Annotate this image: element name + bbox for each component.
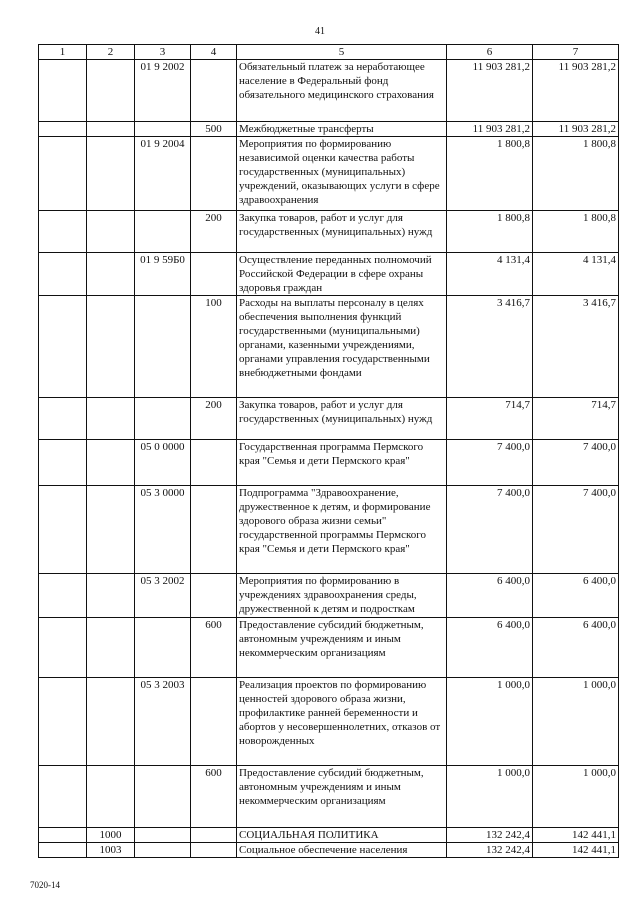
target-article-code: 05 3 2003 xyxy=(135,678,191,766)
table-row xyxy=(39,253,619,296)
table-row xyxy=(39,211,619,253)
item-name: Межбюджетные трансферты xyxy=(237,122,447,137)
section-code xyxy=(39,296,87,398)
expense-type-code: 600 xyxy=(191,766,237,828)
expense-type-code xyxy=(191,574,237,618)
subsection-code xyxy=(87,137,135,211)
item-name: Предоставление субсидий бюджетным, автономным учреждениям и иным некоммерческим организациям xyxy=(237,766,447,828)
target-article-code: 05 3 0000 xyxy=(135,486,191,574)
item-name: Государственная программа Пермского края "Семья и дети Пермского края" xyxy=(237,440,447,486)
amount-year-2: 7 400,0 xyxy=(533,486,619,574)
section-code xyxy=(39,253,87,296)
section-code xyxy=(39,678,87,766)
expense-type-code xyxy=(191,828,237,843)
expense-type-code xyxy=(191,253,237,296)
section-code xyxy=(39,828,87,843)
target-article-code: 05 3 2002 xyxy=(135,574,191,618)
amount-year-2: 11 903 281,2 xyxy=(533,60,619,122)
section-code xyxy=(39,843,87,858)
section-code xyxy=(39,618,87,678)
subsection-code xyxy=(87,398,135,440)
amount-year-2: 4 131,4 xyxy=(533,253,619,296)
subsection-code xyxy=(87,618,135,678)
amount-year-1: 7 400,0 xyxy=(447,440,533,486)
amount-year-2: 6 400,0 xyxy=(533,618,619,678)
target-article-code xyxy=(135,296,191,398)
section-code xyxy=(39,574,87,618)
item-name: Закупка товаров, работ и услуг для государственных (муниципальных) нужд xyxy=(237,398,447,440)
amount-year-1: 1 800,8 xyxy=(447,137,533,211)
amount-year-1: 1 800,8 xyxy=(447,211,533,253)
table-row xyxy=(39,843,619,858)
amount-year-2: 1 000,0 xyxy=(533,678,619,766)
expense-type-code: 200 xyxy=(191,211,237,253)
amount-year-1: 7 400,0 xyxy=(447,486,533,574)
expense-type-code: 500 xyxy=(191,122,237,137)
column-header: 4 xyxy=(191,45,237,60)
target-article-code: 01 9 59Б0 xyxy=(135,253,191,296)
subsection-code xyxy=(87,486,135,574)
item-name: Закупка товаров, работ и услуг для государственных (муниципальных) нужд xyxy=(237,211,447,253)
target-article-code: 05 0 0000 xyxy=(135,440,191,486)
expense-type-code xyxy=(191,486,237,574)
amount-year-2: 7 400,0 xyxy=(533,440,619,486)
expense-type-code: 100 xyxy=(191,296,237,398)
amount-year-1: 132 242,4 xyxy=(447,843,533,858)
subsection-code xyxy=(87,253,135,296)
subsection-code xyxy=(87,766,135,828)
target-article-code xyxy=(135,766,191,828)
column-header: 6 xyxy=(447,45,533,60)
expense-type-code: 600 xyxy=(191,618,237,678)
expense-type-code xyxy=(191,60,237,122)
subsection-code xyxy=(87,211,135,253)
item-name: Расходы на выплаты персоналу в целях обеспечения выполнения функций государственными (муниципальными) органами, казенными учреждениями, органами управления государственными внебюджетными фондами xyxy=(237,296,447,398)
table-row xyxy=(39,678,619,766)
expense-type-code xyxy=(191,137,237,211)
subsection-code xyxy=(87,122,135,137)
subsection-code xyxy=(87,296,135,398)
section-code xyxy=(39,137,87,211)
amount-year-1: 11 903 281,2 xyxy=(447,122,533,137)
subsection-code xyxy=(87,60,135,122)
table-header-row xyxy=(39,45,619,60)
expense-type-code xyxy=(191,843,237,858)
amount-year-1: 11 903 281,2 xyxy=(447,60,533,122)
expense-type-code: 200 xyxy=(191,398,237,440)
column-header: 5 xyxy=(237,45,447,60)
amount-year-2: 142 441,1 xyxy=(533,843,619,858)
table-row xyxy=(39,398,619,440)
target-article-code: 01 9 2004 xyxy=(135,137,191,211)
amount-year-2: 1 800,8 xyxy=(533,211,619,253)
amount-year-1: 6 400,0 xyxy=(447,574,533,618)
column-header: 2 xyxy=(87,45,135,60)
amount-year-1: 714,7 xyxy=(447,398,533,440)
table-row xyxy=(39,60,619,122)
section-code xyxy=(39,60,87,122)
section-code xyxy=(39,211,87,253)
amount-year-2: 6 400,0 xyxy=(533,574,619,618)
target-article-code xyxy=(135,843,191,858)
section-code xyxy=(39,398,87,440)
column-header: 3 xyxy=(135,45,191,60)
item-name: Осуществление переданных полномочий Российской Федерации в сфере охраны здоровья граждан xyxy=(237,253,447,296)
amount-year-1: 1 000,0 xyxy=(447,766,533,828)
section-code xyxy=(39,766,87,828)
table-row xyxy=(39,440,619,486)
table-row xyxy=(39,618,619,678)
table-row xyxy=(39,828,619,843)
budget-table xyxy=(38,44,619,858)
table-row xyxy=(39,486,619,574)
item-name: Мероприятия по формированию в учреждениях здравоохранения среды, дружественной к детям и подросткам xyxy=(237,574,447,618)
target-article-code xyxy=(135,211,191,253)
item-name: Мероприятия по формированию независимой оценки качества работы государственных (муниципальных) учреждений, оказывающих услуги в сфере здравоохранения xyxy=(237,137,447,211)
item-name: Подпрограмма "Здравоохранение, дружественное к детям, и формирование здорового образа жизни семьи" государственной программы Пермского края "Семья и дети Пермского края" xyxy=(237,486,447,574)
table-row xyxy=(39,122,619,137)
section-code xyxy=(39,122,87,137)
subsection-code xyxy=(87,678,135,766)
subsection-code xyxy=(87,574,135,618)
amount-year-2: 142 441,1 xyxy=(533,828,619,843)
item-name: СОЦИАЛЬНАЯ ПОЛИТИКА xyxy=(237,828,447,843)
column-header: 1 xyxy=(39,45,87,60)
subsection-code: 1000 xyxy=(87,828,135,843)
amount-year-2: 3 416,7 xyxy=(533,296,619,398)
section-code xyxy=(39,440,87,486)
footer-code: 7020-14 xyxy=(30,880,60,890)
amount-year-1: 132 242,4 xyxy=(447,828,533,843)
amount-year-1: 6 400,0 xyxy=(447,618,533,678)
expense-type-code xyxy=(191,440,237,486)
item-name: Реализация проектов по формированию ценностей здорового образа жизни, профилактике ранней беременности и абортов у несовершеннолетних, отказов от новорожденных xyxy=(237,678,447,766)
target-article-code xyxy=(135,828,191,843)
column-header: 7 xyxy=(533,45,619,60)
expense-type-code xyxy=(191,678,237,766)
page-number: 41 xyxy=(315,26,325,37)
table-row xyxy=(39,766,619,828)
subsection-code: 1003 xyxy=(87,843,135,858)
table-row xyxy=(39,296,619,398)
item-name: Социальное обеспечение населения xyxy=(237,843,447,858)
item-name: Обязательный платеж за неработающее население в Федеральный фонд обязательного медицинского страхования xyxy=(237,60,447,122)
target-article-code: 01 9 2002 xyxy=(135,60,191,122)
subsection-code xyxy=(87,440,135,486)
target-article-code xyxy=(135,618,191,678)
amount-year-2: 1 000,0 xyxy=(533,766,619,828)
item-name: Предоставление субсидий бюджетным, автономным учреждениям и иным некоммерческим организациям xyxy=(237,618,447,678)
amount-year-1: 4 131,4 xyxy=(447,253,533,296)
target-article-code xyxy=(135,398,191,440)
section-code xyxy=(39,486,87,574)
amount-year-1: 1 000,0 xyxy=(447,678,533,766)
amount-year-2: 1 800,8 xyxy=(533,137,619,211)
amount-year-1: 3 416,7 xyxy=(447,296,533,398)
target-article-code xyxy=(135,122,191,137)
table-row xyxy=(39,137,619,211)
amount-year-2: 11 903 281,2 xyxy=(533,122,619,137)
amount-year-2: 714,7 xyxy=(533,398,619,440)
table-row xyxy=(39,574,619,618)
